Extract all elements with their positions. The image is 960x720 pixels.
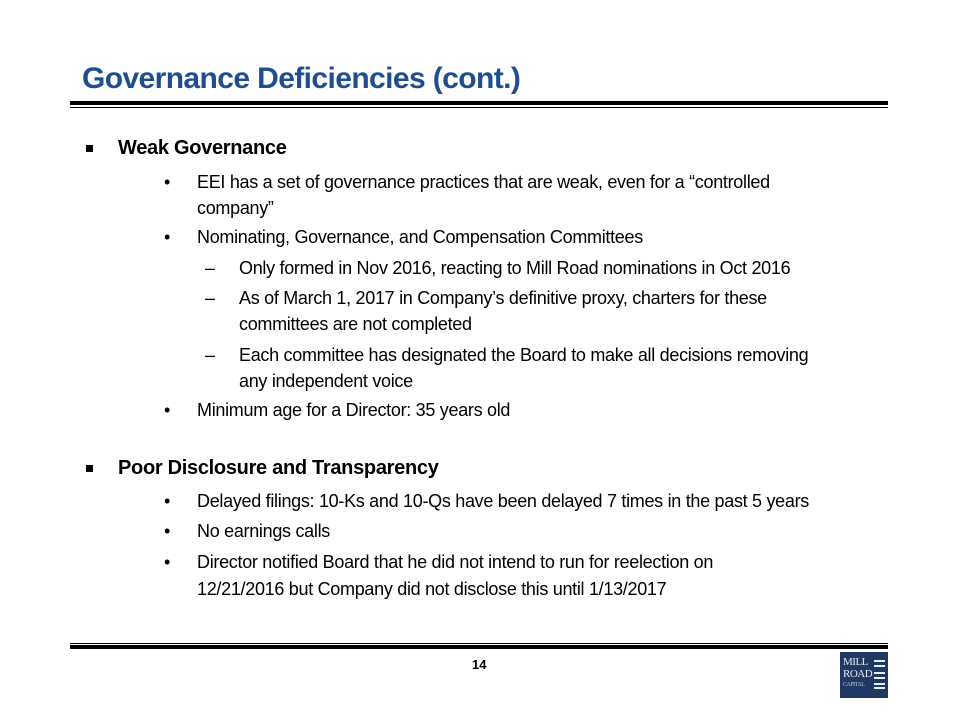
dash-icon: – xyxy=(205,258,215,278)
page-number: 14 xyxy=(472,657,487,672)
list-item-cont: company” xyxy=(197,198,274,218)
bullet-icon: • xyxy=(164,227,171,247)
bullet-icon: • xyxy=(164,400,171,420)
title-divider-thin xyxy=(70,107,888,108)
sub-list-item: Each committee has designated the Board to make all decisions removing xyxy=(239,345,809,365)
logo-text: ROAD xyxy=(843,668,873,680)
logo-bar xyxy=(874,672,885,674)
logo-bar xyxy=(874,660,885,662)
square-bullet-icon xyxy=(86,465,93,472)
list-item: Delayed filings: 10-Ks and 10-Qs have been delayed 7 times in the past 5 years xyxy=(197,491,809,511)
logo-bar xyxy=(874,683,885,685)
square-bullet-icon xyxy=(86,145,93,152)
mill-road-capital-logo xyxy=(840,652,888,698)
logo-text: CAPITAL xyxy=(843,682,865,688)
section-heading: Poor Disclosure and Transparency xyxy=(118,457,439,479)
list-item: No earnings calls xyxy=(197,521,330,541)
title-divider xyxy=(70,101,888,105)
footer-divider-thin xyxy=(70,643,888,644)
sub-list-item: Only formed in Nov 2016, reacting to Mill Road nominations in Oct 2016 xyxy=(239,258,791,278)
slide-title: Governance Deficiencies (cont.) xyxy=(82,62,521,95)
bullet-icon: • xyxy=(164,172,171,192)
logo-bar xyxy=(874,677,885,679)
bullet-icon: • xyxy=(164,521,171,541)
footer-divider xyxy=(70,645,888,649)
list-item: EEI has a set of governance practices that are weak, even for a “controlled xyxy=(197,172,770,192)
logo-text: MILL xyxy=(843,656,868,668)
sub-list-item-cont: any independent voice xyxy=(239,371,413,391)
list-item: Minimum age for a Director: 35 years old xyxy=(197,400,511,420)
bullet-icon: • xyxy=(164,491,171,511)
list-item-cont: 12/21/2016 but Company did not disclose this until 1/13/2017 xyxy=(197,579,667,599)
list-item: Director notified Board that he did not intend to run for reelection on xyxy=(197,552,714,572)
sub-list-item-cont: committees are not completed xyxy=(239,314,472,334)
bullet-icon: • xyxy=(164,552,171,572)
list-item: Nominating, Governance, and Compensation Committees xyxy=(197,227,643,247)
section-heading: Weak Governance xyxy=(118,137,287,159)
dash-icon: – xyxy=(205,288,215,308)
logo-bar xyxy=(874,687,885,689)
dash-icon: – xyxy=(205,345,215,365)
logo-bar xyxy=(874,665,885,667)
sub-list-item: As of March 1, 2017 in Company’s definitive proxy, charters for these xyxy=(239,288,767,308)
